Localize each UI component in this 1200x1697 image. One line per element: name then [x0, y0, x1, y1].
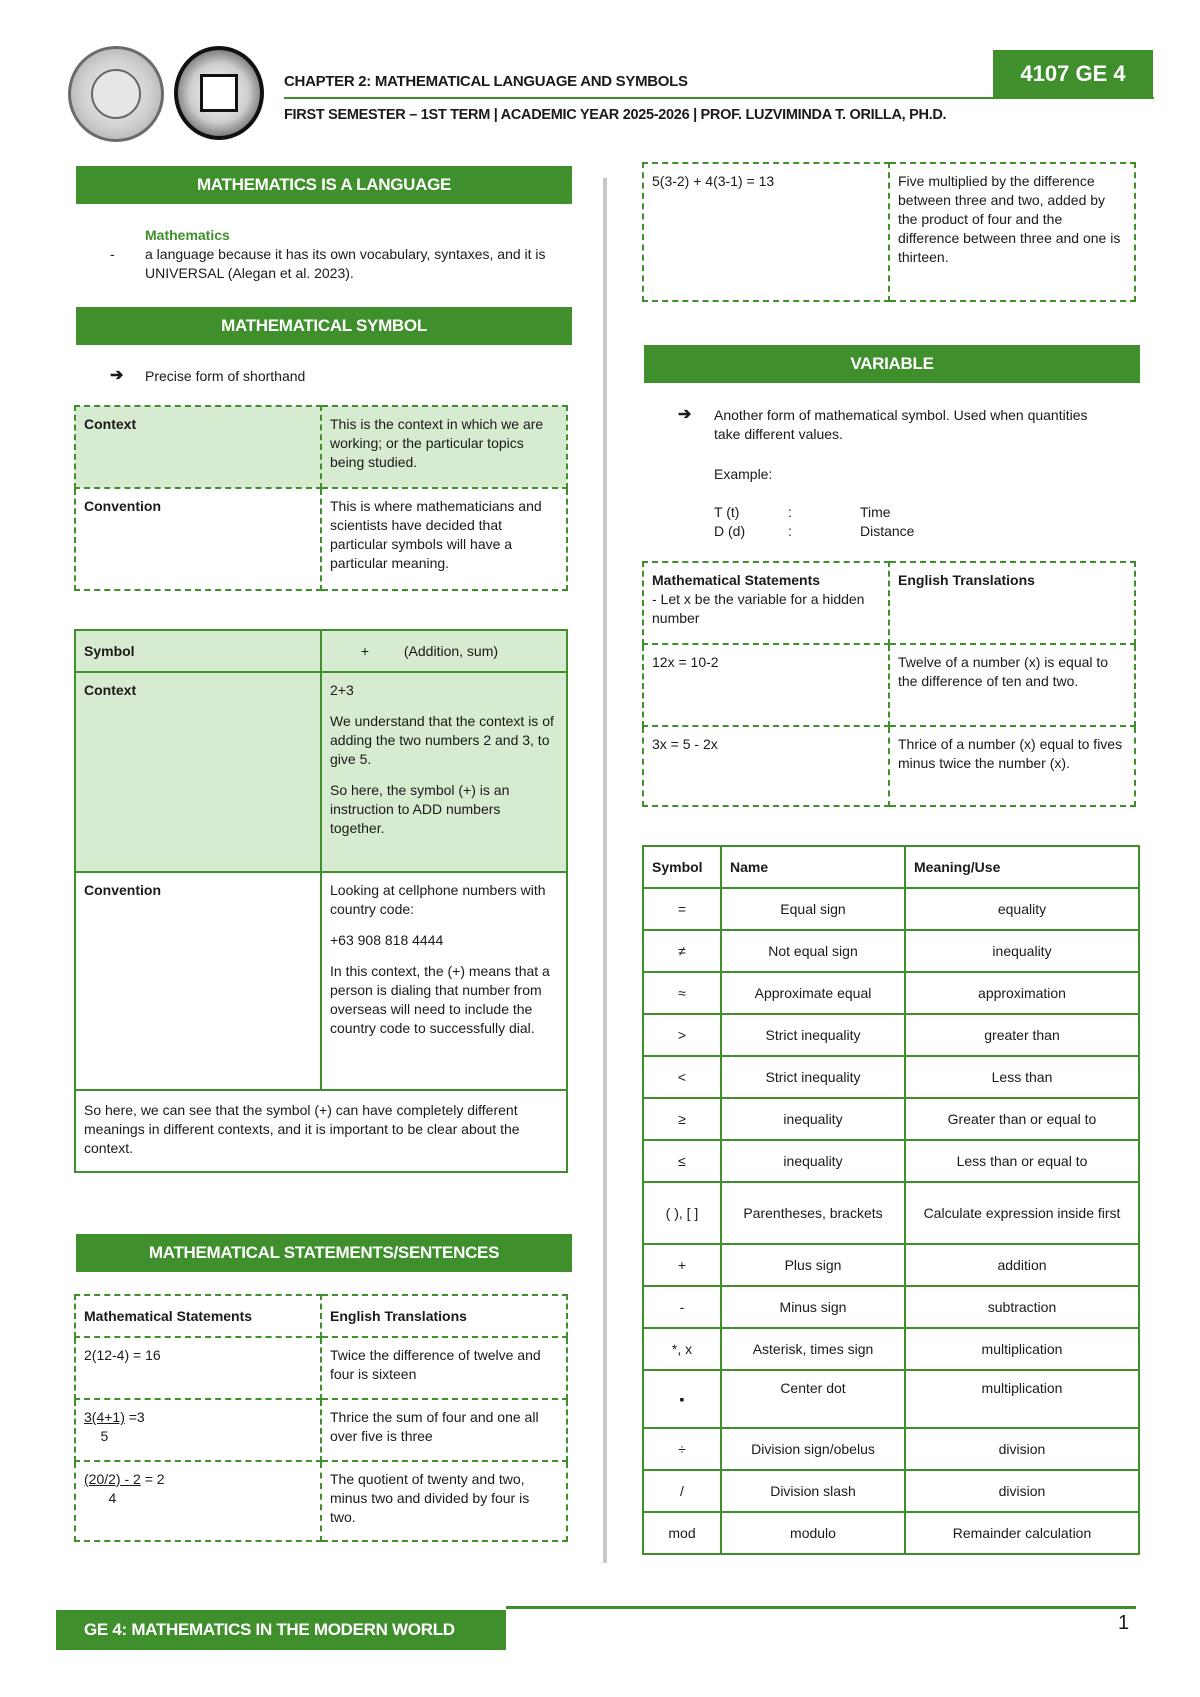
table-row	[643, 163, 1135, 301]
table-header: English Translations	[321, 1295, 567, 1337]
table-header-row	[643, 846, 1139, 888]
fraction	[84, 1470, 141, 1508]
table-cell: Context	[75, 672, 321, 872]
section-mathematical-statements: MATHEMATICAL STATEMENTS/SENTENCES	[76, 1234, 572, 1272]
symbol-example-table	[74, 629, 568, 1173]
context-paragraph: So here, the symbol (+) is an instruction to ADD numbers together.	[330, 782, 510, 836]
table-cell: Equal sign	[721, 888, 905, 930]
table-cell: 3x = 5 - 2x	[643, 726, 889, 806]
table-cell: Greater than or equal to	[905, 1098, 1139, 1140]
table-row	[643, 1140, 1139, 1182]
table-cell: 12x = 10-2	[643, 644, 889, 726]
table-cell: ≈	[643, 972, 721, 1014]
table-row	[643, 888, 1139, 930]
table-cell: Less than or equal to	[905, 1140, 1139, 1182]
fraction-result: =3	[124, 1409, 145, 1425]
table-row	[643, 1056, 1139, 1098]
section-mathematical-symbol: MATHEMATICAL SYMBOL	[76, 307, 572, 345]
table-cell: approximation	[905, 972, 1139, 1014]
table-cell: Parentheses, brackets	[721, 1182, 905, 1244]
page-number: 1	[1118, 1612, 1130, 1634]
table-cell: 5(3-2) + 4(3-1) = 13	[643, 163, 889, 301]
table-row	[75, 872, 567, 1090]
table-cell: Thrice the sum of four and one all over five is three	[321, 1399, 567, 1461]
table-row	[643, 726, 1135, 806]
table-cell: Convention	[75, 488, 321, 590]
table-row	[75, 672, 567, 872]
table-cell: division	[905, 1428, 1139, 1470]
table-row	[643, 930, 1139, 972]
table-cell: Strict inequality	[721, 1056, 905, 1098]
table-row	[75, 630, 567, 672]
table-cell: modulo	[721, 1512, 905, 1554]
table-cell: Calculate expression inside first	[905, 1182, 1139, 1244]
fraction	[84, 1408, 125, 1446]
table-cell: -	[643, 1286, 721, 1328]
table-cell	[75, 1399, 321, 1461]
table-cell: ≥	[643, 1098, 721, 1140]
fraction-result: = 2	[140, 1471, 165, 1487]
university-seal-logo	[68, 46, 164, 142]
table-cell: Division sign/obelus	[721, 1428, 905, 1470]
table-cell	[321, 872, 567, 1090]
plus-symbol: +	[360, 642, 370, 659]
table-cell: ≤	[643, 1140, 721, 1182]
table-cell: *, x	[643, 1328, 721, 1370]
table-cell: Division slash	[721, 1470, 905, 1512]
context-paragraph: We understand that the context is of adding the two numbers 2 and 3, to give 5.	[330, 713, 554, 767]
header-subtitle: FIRST SEMESTER – 1ST TERM | ACADEMIC YEAR 2025-2026 | PROF. LUZVIMINDA T. ORILLA, PH.D.	[284, 107, 947, 123]
table-cell: Twice the difference of twelve and four is sixteen	[321, 1337, 567, 1399]
table-row	[643, 1286, 1139, 1328]
convention-paragraph: In this context, the (+) means that a person is dialing that number from overseas will need to include the country code to successfully dial.	[330, 963, 550, 1036]
table-cell: addition	[905, 1244, 1139, 1286]
table-cell: Asterisk, times sign	[721, 1328, 905, 1370]
table-cell	[75, 1461, 321, 1541]
table-row	[643, 1328, 1139, 1370]
table-cell: mod	[643, 1512, 721, 1554]
table-row	[643, 1470, 1139, 1512]
table-row	[643, 1014, 1139, 1056]
table-cell: Context	[75, 406, 321, 488]
variable-definition: Another form of mathematical symbol. Used when quantities take different values.	[714, 407, 1088, 442]
context-expression: 2+3	[330, 682, 354, 698]
arrow-bullet-icon: ➔	[110, 367, 124, 384]
course-code-badge: 4107 GE 4	[993, 50, 1153, 98]
table-cell: greater than	[905, 1014, 1139, 1056]
table-cell: Minus sign	[721, 1286, 905, 1328]
table-cell: Thrice of a number (x) equal to fives minus twice the number (x).	[889, 726, 1135, 806]
column-divider	[603, 178, 607, 1563]
column-note: - Let x be the variable for a hidden number	[652, 591, 865, 626]
table-row	[643, 1182, 1139, 1244]
table-cell: /	[643, 1470, 721, 1512]
table-cell: Center dot	[721, 1370, 905, 1428]
table-cell: Symbol	[75, 630, 321, 672]
section-variable: VARIABLE	[644, 345, 1140, 383]
table-cell: This is where mathematicians and scientists have decided that particular symbols will have a particular meaning.	[321, 488, 567, 590]
example-colon: :	[788, 504, 792, 520]
example-symbol: T (t)	[714, 504, 740, 520]
table-cell: equality	[905, 888, 1139, 930]
table-cell: Approximate equal	[721, 972, 905, 1014]
table-row	[643, 1098, 1139, 1140]
shorthand-text: Precise form of shorthand	[145, 368, 306, 384]
example-meaning: Distance	[860, 523, 915, 539]
table-row	[643, 1428, 1139, 1470]
table-row	[643, 1370, 1139, 1428]
summary-cell: So here, we can see that the symbol (+) can have completely different meanings in different contexts, and it is important to be clear about the context.	[75, 1090, 567, 1172]
statements-table	[74, 1294, 568, 1542]
table-header: English Translations	[889, 562, 1135, 644]
table-row	[75, 1337, 567, 1399]
column-title: Mathematical Statements	[652, 572, 821, 588]
section-mathematics-is-a-language: MATHEMATICS IS A LANGUAGE	[76, 166, 572, 204]
table-cell: inequality	[721, 1140, 905, 1182]
table-row	[75, 406, 567, 488]
table-header: Name	[721, 846, 905, 888]
table-cell: >	[643, 1014, 721, 1056]
table-row	[643, 1244, 1139, 1286]
table-cell: Plus sign	[721, 1244, 905, 1286]
example-label: Example:	[714, 466, 773, 482]
table-cell: division	[905, 1470, 1139, 1512]
table-cell: This is the context in which we are working; or the particular topics being studied.	[321, 406, 567, 488]
table-header: Meaning/Use	[905, 846, 1139, 888]
phone-number-example: +63 908 818 4444	[330, 932, 444, 948]
footer-rule	[506, 1606, 1136, 1609]
table-cell: Remainder calculation	[905, 1512, 1139, 1554]
table-header: Symbol	[643, 846, 721, 888]
example-symbol: D (d)	[714, 523, 746, 539]
table-cell: Strict inequality	[721, 1014, 905, 1056]
fraction-numerator: (20/2) - 2	[84, 1471, 141, 1487]
table-cell: subtraction	[905, 1286, 1139, 1328]
table-row	[75, 1399, 567, 1461]
arrow-bullet-icon: ➔	[678, 406, 692, 423]
table-row	[75, 1090, 567, 1172]
fraction-denominator: 5	[100, 1428, 109, 1444]
fraction-denominator: 4	[108, 1490, 117, 1506]
table-cell	[321, 672, 567, 872]
table-cell: ÷	[643, 1428, 721, 1470]
footer-course-name: GE 4: MATHEMATICS IN THE MODERN WORLD	[56, 1610, 506, 1650]
table-cell: Not equal sign	[721, 930, 905, 972]
chapter-title: CHAPTER 2: MATHEMATICAL LANGUAGE AND SYMBOLS	[284, 73, 688, 90]
table-cell: inequality	[721, 1098, 905, 1140]
table-header: Mathematical Statements	[75, 1295, 321, 1337]
mathematics-term: Mathematics	[145, 227, 230, 243]
table-row	[643, 1512, 1139, 1554]
table-cell: Twelve of a number (x) is equal to the difference of ten and two.	[889, 644, 1135, 726]
college-seal-logo	[174, 46, 264, 140]
definition-dash: -	[110, 246, 115, 262]
table-row	[643, 644, 1135, 726]
table-cell: =	[643, 888, 721, 930]
table-cell: <	[643, 1056, 721, 1098]
table-cell: Less than	[905, 1056, 1139, 1098]
table-cell: ( ), [ ]	[643, 1182, 721, 1244]
table-cell: +	[643, 1244, 721, 1286]
variable-statements-table	[642, 561, 1136, 807]
example-colon: :	[788, 523, 792, 539]
table-cell	[321, 630, 567, 672]
table-header	[643, 562, 889, 644]
symbol-meaning: (Addition, sum)	[403, 642, 499, 659]
table-cell: Five multiplied by the difference between three and two, added by the product of four and the difference between three and one is thirteen.	[889, 163, 1135, 301]
table-row	[643, 562, 1135, 644]
table-cell: multiplication	[905, 1370, 1139, 1428]
statement-continuation-table	[642, 162, 1136, 302]
table-row	[643, 972, 1139, 1014]
fraction-numerator: 3(4+1)	[84, 1409, 125, 1425]
table-cell: inequality	[905, 930, 1139, 972]
table-cell: multiplication	[905, 1328, 1139, 1370]
example-meaning: Time	[860, 504, 891, 520]
table-cell: ≠	[643, 930, 721, 972]
mathematics-definition: a language because it has its own vocabulary, syntaxes, and it is UNIVERSAL (Alegan et al. 2023).	[145, 246, 546, 281]
table-cell: The quotient of twenty and two, minus two and divided by four is two.	[321, 1461, 567, 1541]
table-row	[75, 1295, 567, 1337]
table-cell: Convention	[75, 872, 321, 1090]
symbols-reference-table	[642, 845, 1140, 1555]
table-cell: 2(12-4) = 16	[75, 1337, 321, 1399]
table-row	[75, 488, 567, 590]
table-row	[75, 1461, 567, 1541]
table-cell: ▪	[643, 1370, 721, 1428]
convention-paragraph: Looking at cellphone numbers with country code:	[330, 882, 546, 917]
context-convention-table	[74, 405, 568, 591]
